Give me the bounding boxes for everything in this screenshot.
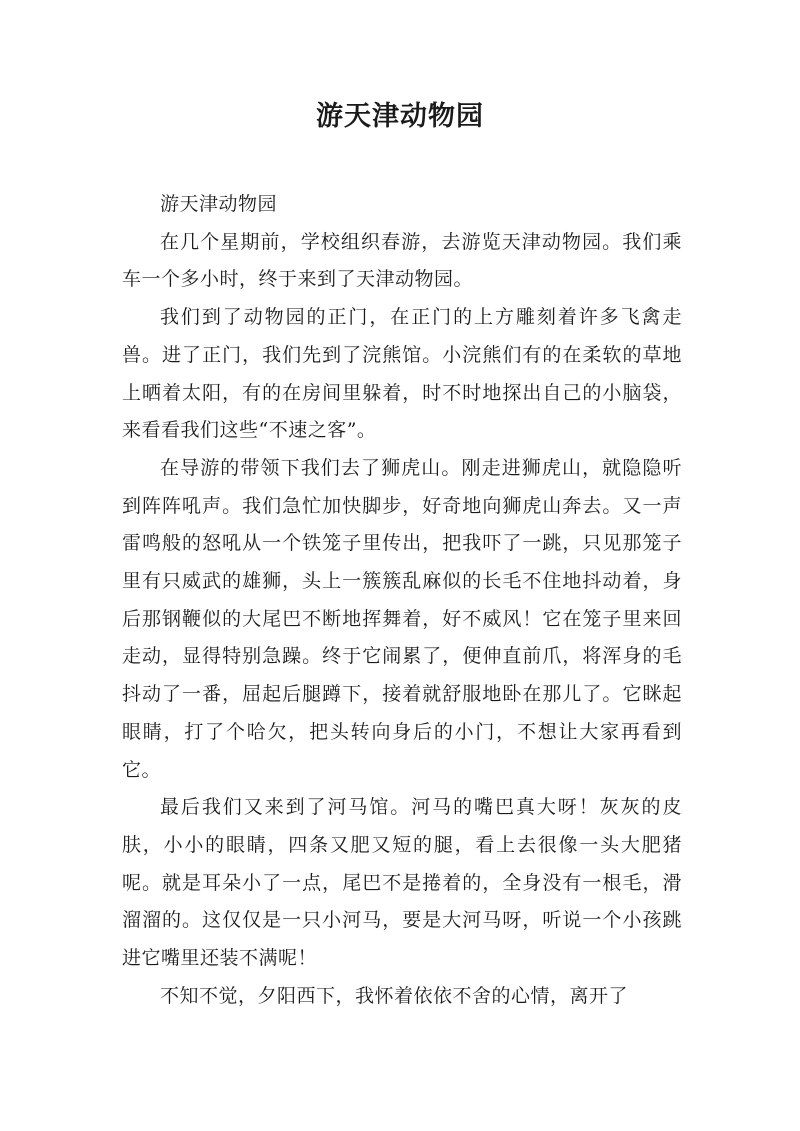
paragraph-subtitle: 游天津动物园 [160, 193, 278, 215]
document-body [122, 186, 682, 1015]
document-title: 游天津动物园 [316, 101, 484, 132]
paragraph-intro: 在几个星期前，学校组织春游，去游览天津动物园。我们乘车一个多小时，终于来到了天津动物园。 [122, 230, 682, 291]
paragraph-hippo-house: 最后我们又来到了河马馆。河马的嘴巴真大呀！灰灰的皮肤，小小的眼睛，四条又肥又短的腿，看上去很像一头大肥猪呢。就是耳朵小了一点，尾巴不是捲着的，全身没有一根毛，滑溜溜的。这仅仅是一只小河马，要是大河马呀，听说一个小孩跳进它嘴里还装不满呢！ [122, 796, 682, 970]
paragraph-lion-tiger-hill: 在导游的带领下我们去了狮虎山。刚走进狮虎山，就隐隐听到阵阵吼声。我们急忙加快脚步，好奇地向狮虎山奔去。又一声雷鸣般的怒吼从一个铁笼子里传出，把我吓了一跳，只见那笼子里有只威武的雄狮，头上一簇簇乱麻似的长毛不住地抖动着，身后那钢鞭似的大尾巴不断地挥舞着，好不威风！它在笼子里来回走动，显得特别急躁。终于它闹累了，便伸直前爪，将浑身的毛抖动了一番，屈起后腿蹲下，接着就舒服地卧在那儿了。它眯起眼睛，打了个哈欠，把头转向身后的小门，不想让大家再看到它。 [122, 456, 682, 781]
paragraph-sunset: 不知不觉，夕阳西下，我怀着依依不舍的心情，离开了 [160, 984, 629, 1007]
paragraph-main-gate: 我们到了动物园的正门，在正门的上方雕刻着许多飞禽走兽。进了正门，我们先到了浣熊馆。小浣熊们有的在柔软的草地上晒着太阳，有的在房间里躲着，时不时地探出自己的小脑袋，来看看我们这些“不速之客”。 [122, 306, 682, 442]
